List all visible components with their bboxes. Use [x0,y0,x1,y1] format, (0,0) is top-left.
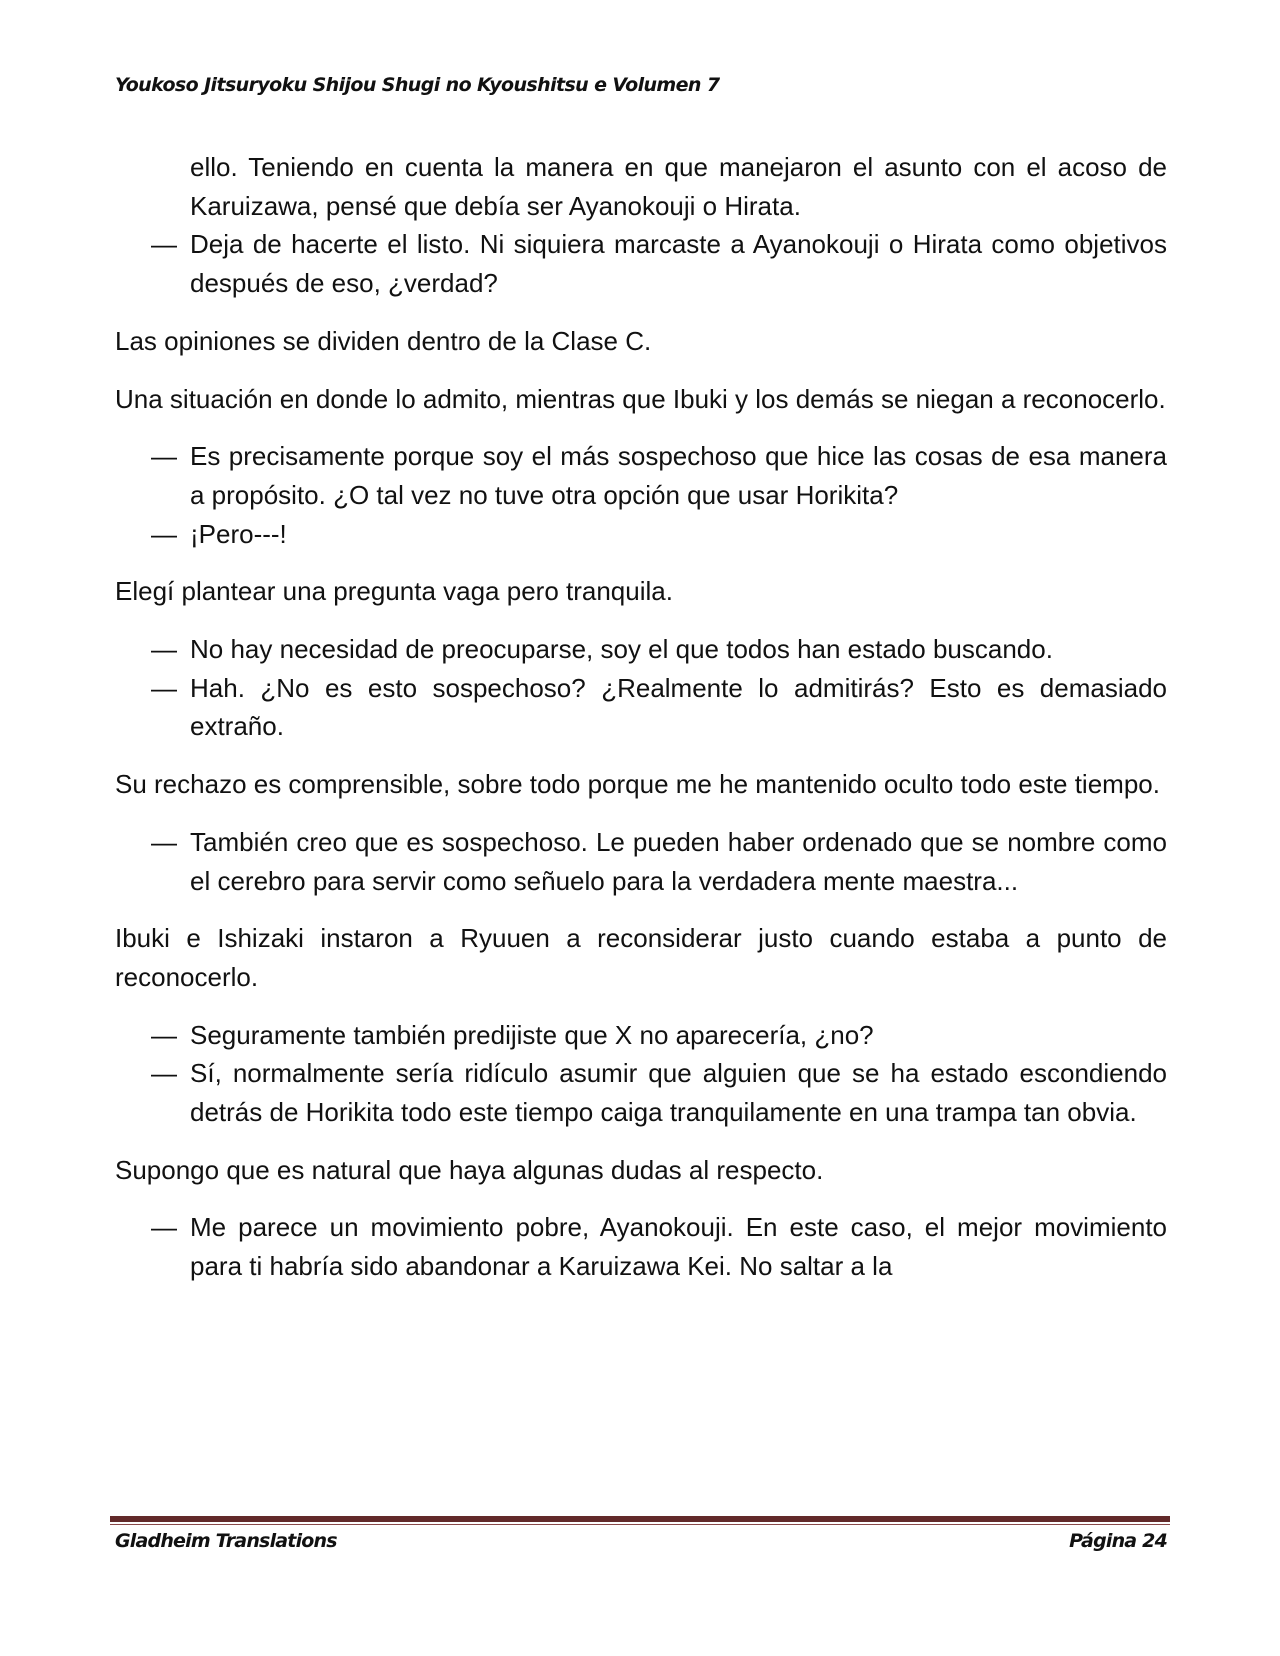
em-dash: — [151,518,177,549]
dialogue-group [115,630,1167,746]
dialogue-group [115,148,1167,303]
footer-page-number: Página 24 [1069,1530,1167,1552]
page-body [115,148,1167,1305]
em-dash: — [151,1019,177,1050]
em-dash: — [151,672,177,703]
dialogue-line [115,1016,1167,1055]
paragraph: Supongo que es natural que haya algunas dudas al respecto. [115,1154,824,1185]
paragraph: Ibuki e Ishizaki instaron a Ryuuen a reconsiderar justo cuando estaba a punto de reconocerlo. [115,923,1167,992]
dialogue-line [115,515,1167,554]
dialogue-text: Deja de hacerte el listo. Ni siquiera marcaste a Ayanokouji o Hirata como objetivos después de eso, ¿verdad? [190,229,1167,299]
footer-rule-thin [110,1524,1170,1525]
dialogue-text: No hay necesidad de preocuparse, soy el que todos han estado buscando. [190,634,1053,665]
dialogue-group [115,437,1167,553]
dialogue-line [115,437,1167,514]
em-dash: — [151,229,177,260]
em-dash: — [151,1058,177,1089]
em-dash: — [151,1212,177,1243]
dialogue-text: Hah. ¿No es esto sospechoso? ¿Realmente lo admitirás? Esto es demasiado extraño. [190,672,1167,742]
dialogue-line [115,1208,1167,1285]
dialogue-line [115,225,1167,302]
dialogue-text: Me parece un movimiento pobre, Ayanokouji. En este caso, el mejor movimiento para ti habría sido abandonar a Karuizawa Kei. No saltar a la [190,1212,1167,1282]
em-dash: — [151,826,177,857]
dialogue-text: Seguramente también predijiste que X no aparecería, ¿no? [190,1019,874,1050]
running-header-title: Youkoso Jitsuryoku Shijou Shugi no Kyoushitsu e Volumen 7 [115,74,720,96]
dialogue-text: También creo que es sospechoso. Le pueden haber ordenado que se nombre como el cerebro para servir como señuelo para la verdadera mente maestra... [190,826,1167,896]
dialogue-line [115,823,1167,900]
paragraph: Su rechazo es comprensible, sobre todo porque me he mantenido oculto todo este tiempo. [115,769,1160,800]
dialogue-group [115,823,1167,900]
dialogue-text: Sí, normalmente sería ridículo asumir que alguien que se ha estado escondiendo detrás de Horikita todo este tiempo caiga tranquilamente en una trampa tan obvia. [190,1058,1167,1128]
paragraph: Una situación en donde lo admito, mientras que Ibuki y los demás se niegan a reconocerlo. [115,383,1166,414]
em-dash: — [151,634,177,665]
paragraph: Las opiniones se dividen dentro de la Clase C. [115,325,652,356]
dialogue-line [115,1054,1167,1131]
dialogue-group [115,1208,1167,1285]
paragraph: Elegí plantear una pregunta vaga pero tranquila. [115,576,673,607]
footer-rule [110,1516,1170,1522]
em-dash: — [151,441,177,472]
dialogue-continuation: ello. Teniendo en cuenta la manera en que manejaron el asunto con el acoso de Karuizawa, pensé que debía ser Ayanokouji o Hirata. [190,152,1167,221]
dialogue-group [115,1016,1167,1132]
footer-translator-credit: Gladheim Translations [115,1530,337,1552]
dialogue-text: Es precisamente porque soy el más sospechoso que hice las cosas de esa manera a propósito. ¿O tal vez no tuve otra opción que usar Horikita? [190,441,1167,510]
dialogue-text: ¡Pero---! [190,518,287,549]
dialogue-line [115,669,1167,746]
dialogue-line [115,630,1167,669]
